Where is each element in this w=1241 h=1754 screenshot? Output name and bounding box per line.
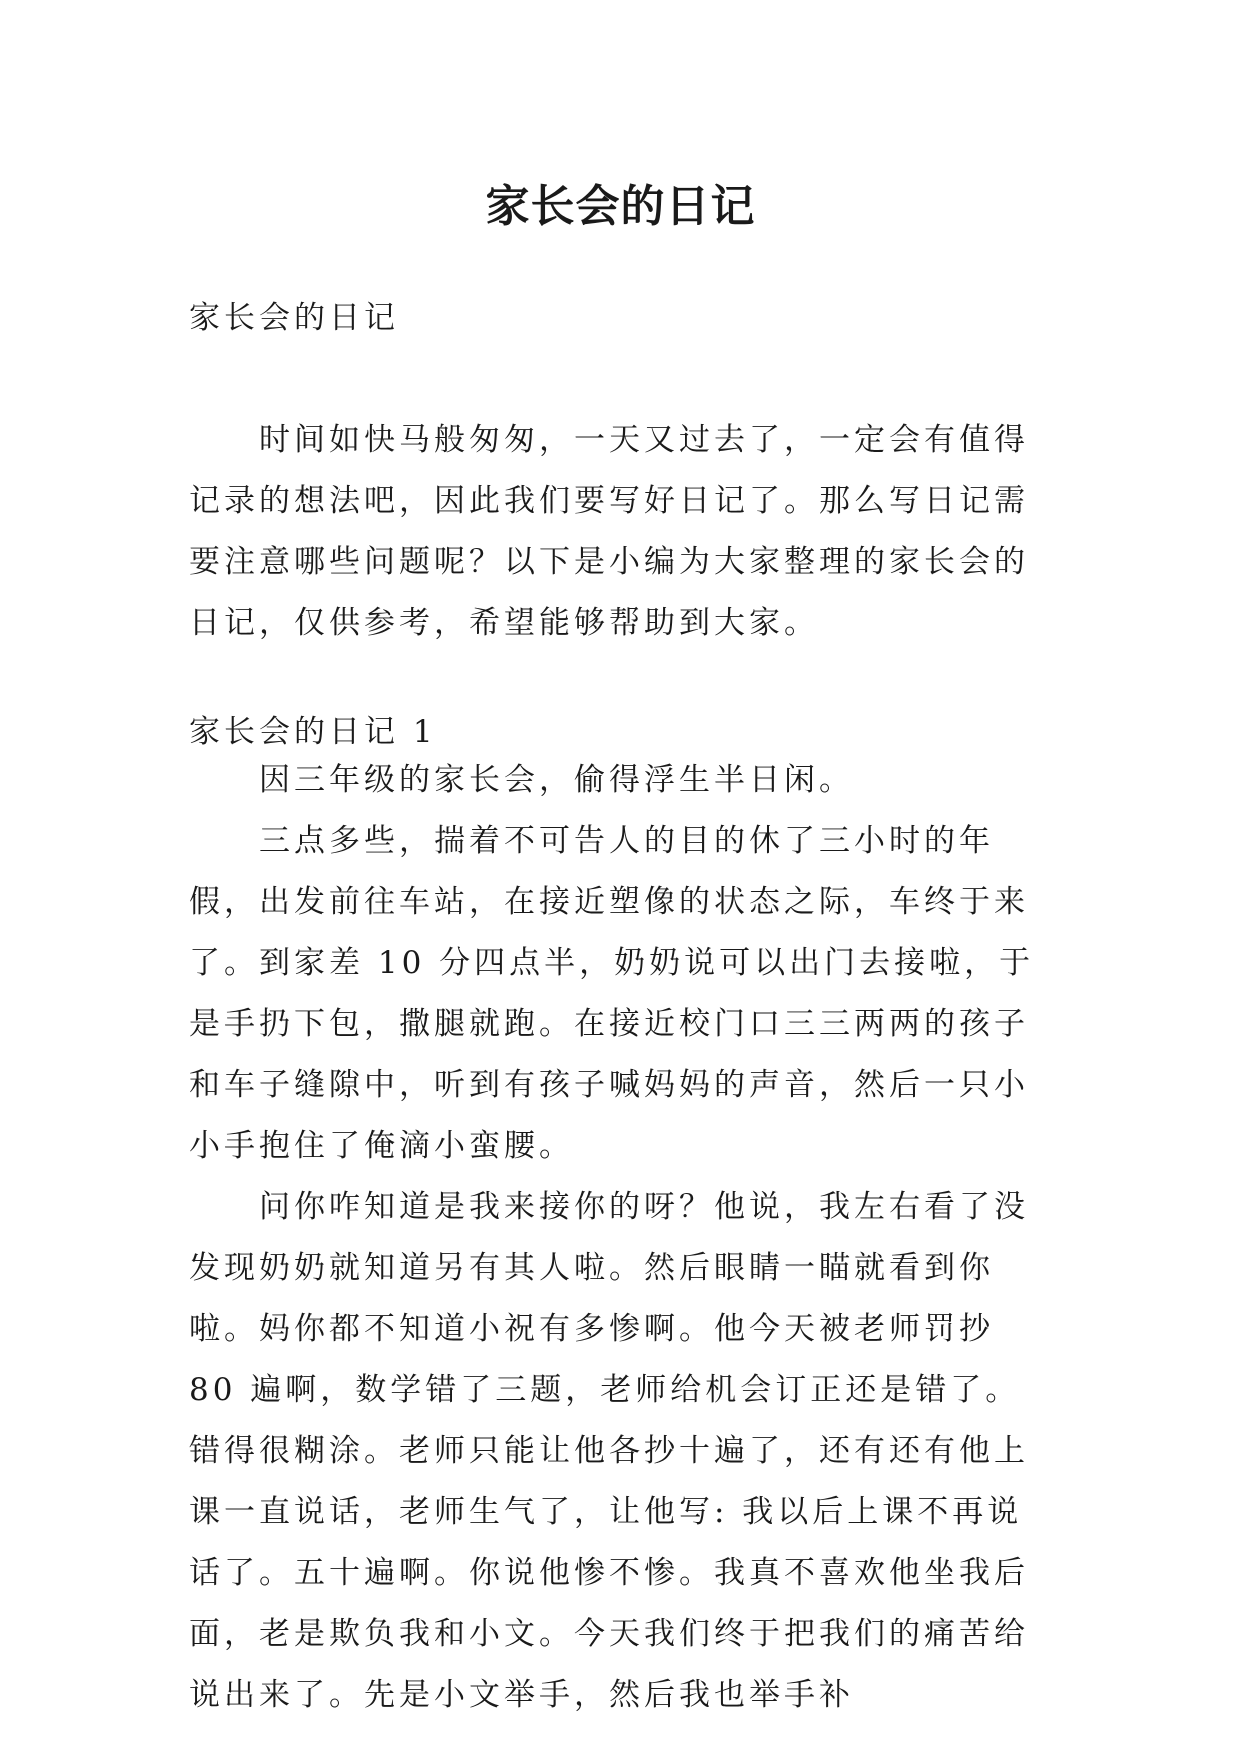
diary-body <box>189 750 1051 1726</box>
diary-paragraph: 因三年级的家长会，偷得浮生半日闲。 <box>259 762 854 798</box>
intro-paragraph: 时间如快马般匆匆，一天又过去了，一定会有值得记录的想法吧，因此我们要写好日记了。那么写日记需要注意哪些问题呢？以下是小编为大家整理的家长会的日记，仅供参考，希望能够帮助到大家。 <box>189 422 1029 641</box>
diary-paragraph: 问你咋知道是我来接你的呀？他说，我左右看了没发现奶奶就知道另有其人啦。然后眼睛一瞄就看到你啦。妈你都不知道小祝有多惨啊。他今天被老师罚抄 80 遍啊，数学错了三题，老师给机会订正还是错了。错得很糊涂。老师只能让他各抄十遍了，还有还有他上课一直说话，老师生气了，让他写: 我以后上课不再说话了。五十遍啊。你说他惨不惨。我真不喜欢他坐我后面，老是欺负我和小文。今天我们终于把我们的痛苦给说出来了。先是小文举手，然后我也举手补 <box>189 1189 1029 1713</box>
diary-paragraph: 三点多些，揣着不可告人的目的休了三小时的年假，出发前往车站，在接近塑像的状态之际，车终于来了。到家差 10 分四点半，奶奶说可以出门去接啦，于是手扔下包，撒腿就跑。在接近校门口三三两两的孩子和车子缝隙中，听到有孩子喊妈妈的声音，然后一只小小手抱住了俺滴小蛮腰。 <box>189 823 1035 1164</box>
document-subtitle: 家长会的日记 <box>189 300 399 336</box>
section-heading: 家长会的日记 1 <box>189 714 437 750</box>
document-title: 家长会的日记 <box>485 181 756 233</box>
